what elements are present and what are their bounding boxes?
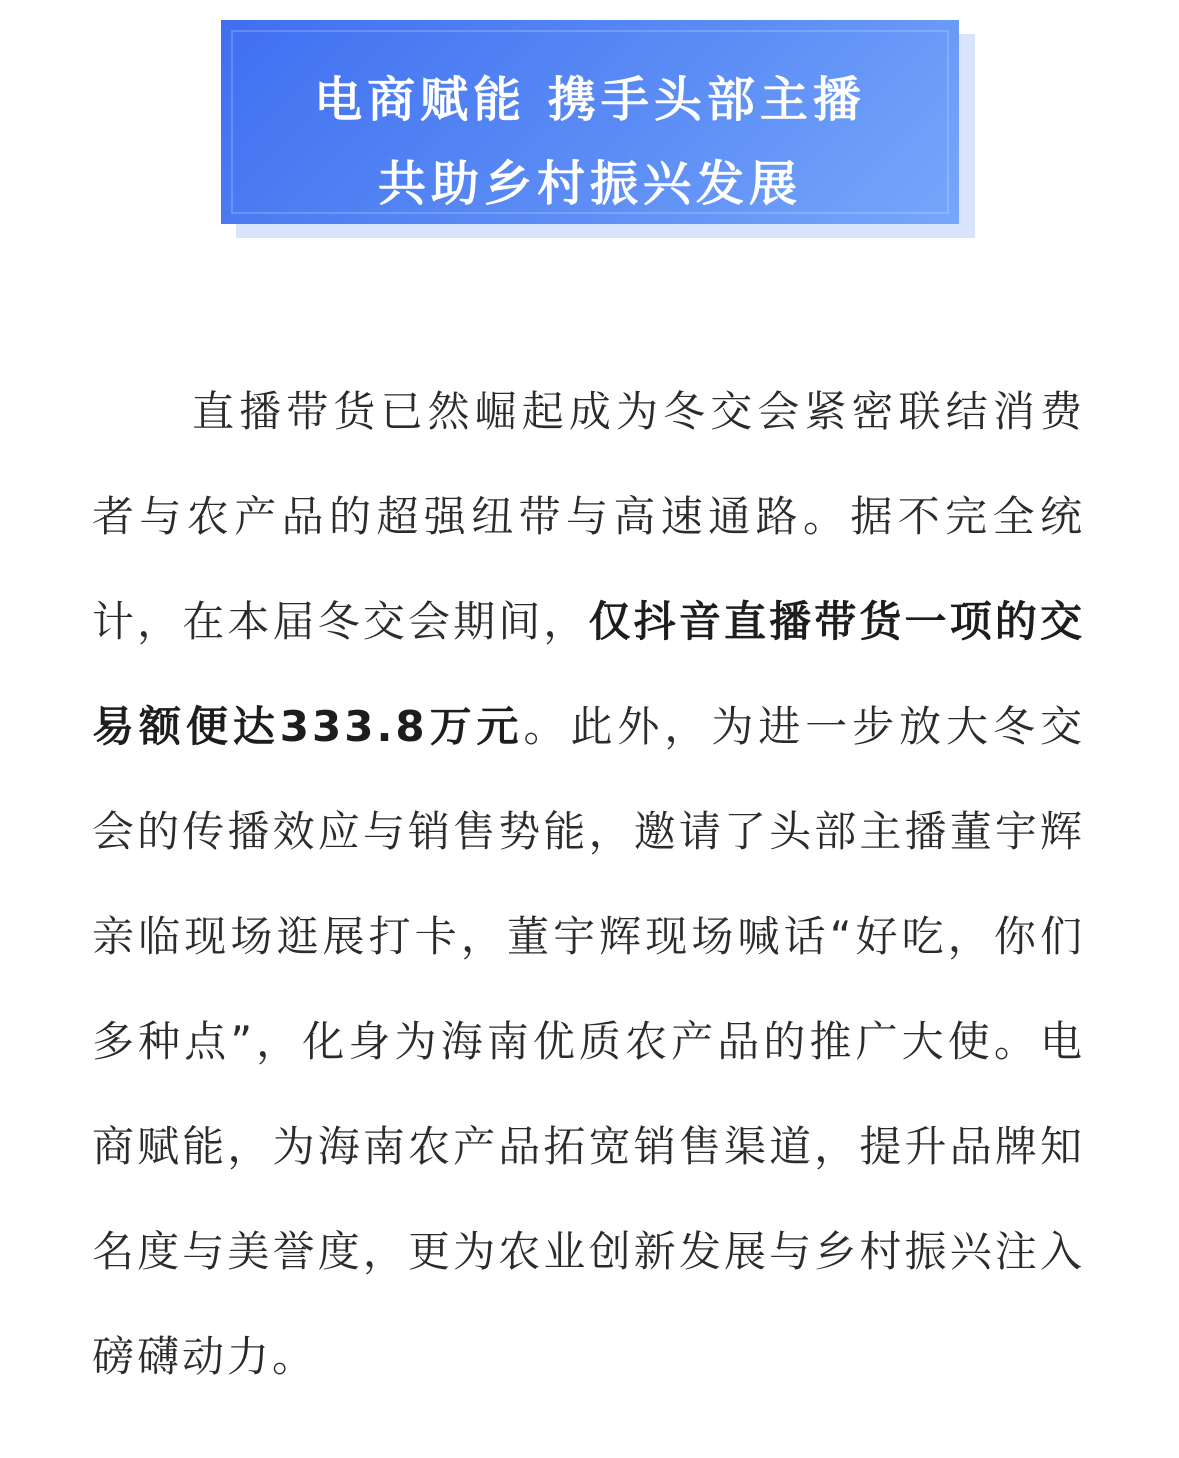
title-banner-box bbox=[221, 20, 959, 224]
page-title-line-1: 电商赋能 携手头部主播 bbox=[314, 72, 866, 128]
article-text-part2: 。此外，为进一步放大冬交会的传播效应与销售势能，邀请了头部主播董宇辉亲临现场逛展打卡，董宇辉现场喊话“好吃，你们多种点”，化身为海南优质农产品的推广大使。电商赋能，为海南农产品拓宽销售渠道，提升品牌知名度与美誉度，更为农业创新发展与乡村振兴注入磅礴动力。 bbox=[92, 702, 1085, 1381]
page-title-line-2: 共助乡村振兴发展 bbox=[377, 156, 802, 212]
article-highlight: 仅抖音直播带货一项的交易额便达333.8万元 bbox=[92, 597, 1085, 751]
article-text-part1: 直播带货已然崛起成为冬交会紧密联结消费者与农产品的超强纽带与高速通路。据不完全统计，在本届冬交会期间， bbox=[92, 387, 1085, 646]
title-banner bbox=[221, 20, 975, 238]
article-paragraph bbox=[92, 359, 1085, 1409]
